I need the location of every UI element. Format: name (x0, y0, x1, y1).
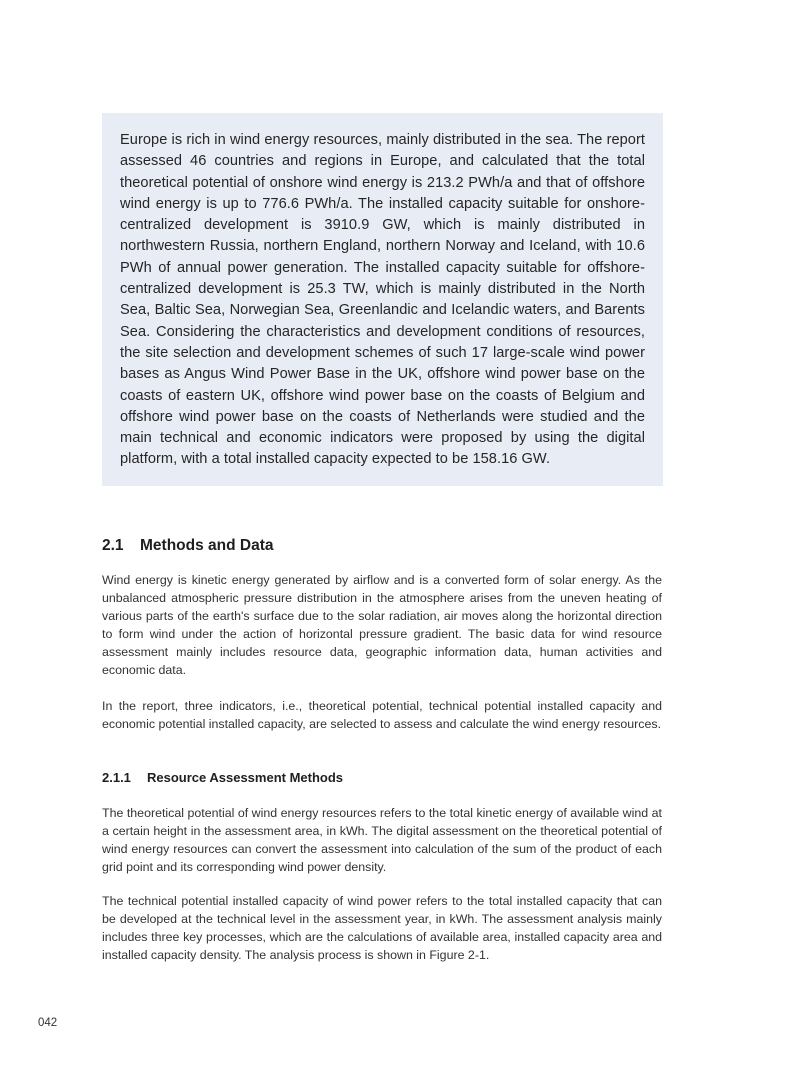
subsection-heading (102, 770, 343, 785)
subsection-title: Resource Assessment Methods (147, 770, 344, 785)
section-number: 2.1 (102, 537, 124, 554)
subsection-number: 2.1.1 (102, 770, 131, 785)
summary-text: Europe is rich in wind energy resources, mainly distributed in the sea. The report assessed 46 countries and regions in Europe, and calculated that the total theoretical potential of onshore wind energy is 213.2 PWh/a and that of offshore wind energy is up to 776.6 PWh/a. The installed capacity suitable for onshore-centralized development is 3910.9 GW, which is mainly distributed in northwestern Russia, northern England, northern Norway and Iceland, with 10.6 PWh of annual power generation. The installed capacity suitable for offshore-centralized development is 25.3 TW, which is mainly distributed in the North Sea, Baltic Sea, Norwegian Sea, Greenlandic and Icelandic waters, and Barents Sea. Considering the characteristics and development conditions of resources, the site selection and development schemes of such 17 large-scale wind power bases as Angus Wind Power Base in the UK, offshore wind power base on the coasts of eastern UK, offshore wind power base on the coasts of Belgium and offshore wind power base on the coasts of Netherlands were studied and the main technical and economic indicators were proposed by using the digital platform, with a total installed capacity expected to be 158.16 GW. (120, 132, 645, 468)
summary-box (102, 113, 663, 486)
paragraph-theoretical-potential: The theoretical potential of wind energy resources refers to the total kinetic energy of available wind at a certain height in the assessment area, in kWh. The digital assessment on the theoretical potential of wind energy resources can convert the assessment into calculation of the sum of the product of each grid point and its corresponding wind power density. (102, 806, 662, 874)
page-number: 042 (38, 1017, 58, 1029)
paragraph-wind-energy-definition: Wind energy is kinetic energy generated by airflow and is a converted form of solar energy. As the unbalanced atmospheric pressure distribution in the atmosphere arises from the uneven heating of various parts of the earth's surface due to the solar radiation, air moves along the horizontal direction to form wind under the action of horizontal pressure gradient. The basic data for wind resource assessment mainly includes resource data, geographic information data, human activities and economic data. (102, 573, 662, 677)
paragraph-indicators: In the report, three indicators, i.e., theoretical potential, technical potential installed capacity and economic potential installed capacity, are selected to assess and calculate the wind energy resources. (102, 699, 662, 731)
paragraph-technical-potential: The technical potential installed capacity of wind power refers to the total installed capacity that can be developed at the technical level in the assessment year, in kWh. The assessment analysis mainly includes three key processes, which are the calculations of available area, installed capacity area and installed capacity density. The analysis process is shown in Figure 2-1. (102, 894, 662, 962)
section-title: Methods and Data (140, 537, 274, 554)
section-heading (102, 537, 273, 555)
